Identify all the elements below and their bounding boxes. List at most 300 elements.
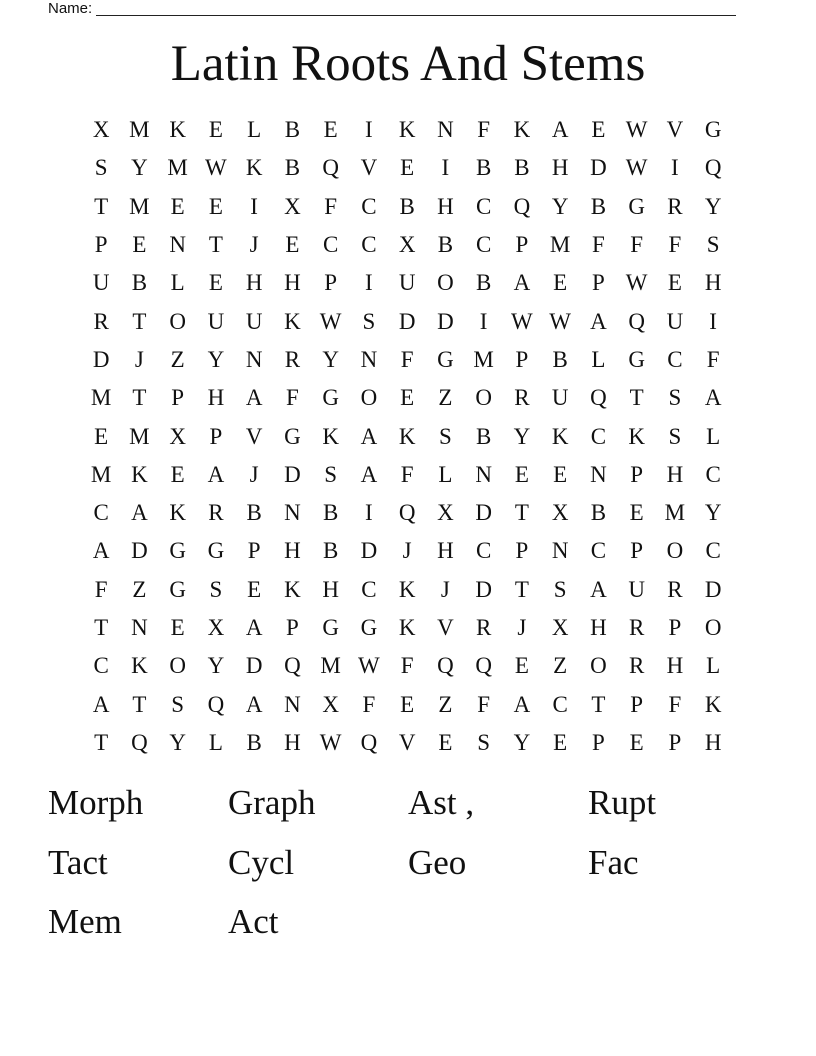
word-list-item: Rupt xyxy=(588,783,657,822)
grid-letter: D xyxy=(92,346,110,372)
grid-letter: E xyxy=(170,461,185,487)
grid-letter: B xyxy=(246,500,262,526)
grid-letter: T xyxy=(591,691,606,717)
grid-letter: X xyxy=(551,500,569,526)
grid-letter: G xyxy=(284,423,301,449)
grid-letter: N xyxy=(437,117,454,143)
grid-letter: F xyxy=(706,346,720,372)
grid-letter: I xyxy=(365,500,373,526)
grid-letter: F xyxy=(400,346,414,372)
grid-letter: M xyxy=(320,653,341,679)
grid-letter: F xyxy=(400,461,414,487)
grid-letter: E xyxy=(208,270,223,296)
word-list-item: Morph xyxy=(48,783,144,822)
grid-letter: P xyxy=(324,270,338,296)
grid-letter: M xyxy=(549,232,571,258)
grid-letter: K xyxy=(169,500,186,526)
grid-letter: W xyxy=(358,653,380,679)
grid-letter: A xyxy=(245,385,263,411)
grid-letter: T xyxy=(514,576,529,602)
grid-letter: B xyxy=(475,155,492,181)
name-field xyxy=(48,0,748,20)
grid-letter: Z xyxy=(438,385,453,411)
grid-letter: B xyxy=(284,155,301,181)
grid-letter: K xyxy=(513,117,531,143)
grid-letter: Q xyxy=(284,653,301,679)
grid-letter: B xyxy=(475,270,492,296)
grid-letter: I xyxy=(709,308,717,334)
grid-letter: L xyxy=(438,461,453,487)
grid-letter: R xyxy=(628,653,645,679)
grid-letter: Q xyxy=(360,729,378,755)
grid-letter: F xyxy=(362,691,376,717)
grid-letter: F xyxy=(285,385,299,411)
grid-letter: B xyxy=(514,155,530,181)
name-label: Name: xyxy=(48,0,93,17)
grid-letter: H xyxy=(666,653,684,679)
grid-letter: W xyxy=(625,155,648,181)
grid-letter: P xyxy=(668,729,682,755)
grid-letter: Y xyxy=(322,346,339,372)
grid-letter: K xyxy=(322,423,339,449)
grid-letter: N xyxy=(284,691,301,717)
grid-letter: G xyxy=(322,615,339,640)
grid-letter: J xyxy=(517,615,527,640)
grid-letter: J xyxy=(134,346,144,372)
grid-letter: W xyxy=(319,308,342,334)
grid-letter: P xyxy=(591,270,605,296)
grid-letter: I xyxy=(441,155,450,181)
grid-letter: A xyxy=(513,691,531,717)
grid-letter: C xyxy=(475,538,492,564)
grid-letter: R xyxy=(475,615,492,640)
grid-letter: E xyxy=(438,729,453,755)
grid-letter: Y xyxy=(207,346,225,372)
grid-letter: M xyxy=(473,346,494,372)
grid-letter: P xyxy=(515,346,529,372)
grid-letter: E xyxy=(514,461,529,487)
grid-letter: P xyxy=(515,232,529,258)
grid-letter: G xyxy=(207,538,225,564)
grid-letter: P xyxy=(171,385,185,411)
grid-letter: Q xyxy=(207,691,225,717)
grid-letter: F xyxy=(668,691,682,717)
grid-letter: Z xyxy=(132,576,147,602)
grid-letter: P xyxy=(247,538,261,564)
grid-letter: Z xyxy=(553,653,568,679)
grid-letter: L xyxy=(247,117,262,143)
grid-letter: R xyxy=(667,193,683,219)
grid-letter: I xyxy=(365,117,373,143)
grid-letter: U xyxy=(551,385,569,411)
grid-letter: X xyxy=(322,691,339,717)
grid-letter: I xyxy=(250,193,258,219)
grid-letter: G xyxy=(322,385,339,411)
grid-letter: G xyxy=(704,117,722,143)
grid-letter: K xyxy=(398,576,416,602)
grid-letter: I xyxy=(479,308,488,334)
grid-letter: I xyxy=(365,270,373,296)
grid-letter: H xyxy=(284,729,301,755)
grid-letter: W xyxy=(625,270,648,296)
grid-letter: K xyxy=(131,653,148,679)
grid-letter: H xyxy=(284,270,301,296)
grid-letter: S xyxy=(324,461,338,487)
grid-letter: U xyxy=(245,308,263,334)
grid-letter: H xyxy=(245,270,263,296)
grid-letter: O xyxy=(169,653,186,679)
word-list-item: Ast , xyxy=(408,783,475,822)
grid-letter: K xyxy=(628,423,645,449)
grid-letter: D xyxy=(475,576,492,602)
grid-letter: C xyxy=(667,346,683,372)
grid-letter: R xyxy=(284,346,301,372)
grid-letter: E xyxy=(400,385,415,411)
grid-letter: A xyxy=(92,691,110,717)
grid-letter: E xyxy=(323,117,338,143)
grid-letter: E xyxy=(553,461,568,487)
grid-letter: D xyxy=(475,500,492,526)
grid-letter: R xyxy=(514,385,530,411)
grid-letter: F xyxy=(630,232,644,258)
grid-letter: E xyxy=(400,155,415,181)
grid-letter: V xyxy=(245,423,263,449)
grid-letter: F xyxy=(591,232,605,258)
grid-letter: V xyxy=(360,155,378,181)
grid-letter: G xyxy=(437,346,454,372)
grid-letter: O xyxy=(437,270,454,296)
grid-letter: T xyxy=(514,500,529,526)
grid-letter: D xyxy=(590,155,607,181)
grid-letter: W xyxy=(319,729,342,755)
grid-letter: K xyxy=(169,117,186,143)
grid-letter: P xyxy=(630,691,644,717)
grid-letter: M xyxy=(167,155,188,181)
grid-letter: O xyxy=(475,385,492,411)
grid-letter: H xyxy=(322,576,339,602)
grid-letter: S xyxy=(668,385,682,411)
grid-letter: R xyxy=(628,615,645,640)
grid-letter: X xyxy=(551,615,569,640)
grid-letter: Z xyxy=(438,691,453,717)
grid-letter: B xyxy=(284,117,301,143)
grid-letter: N xyxy=(590,461,607,487)
grid-letter: G xyxy=(628,193,645,219)
grid-letter: N xyxy=(551,538,569,564)
grid-letter: Y xyxy=(704,500,722,526)
grid-letter: L xyxy=(706,653,721,679)
grid-letter: Q xyxy=(475,653,492,679)
grid-letter: S xyxy=(438,423,452,449)
grid-letter: H xyxy=(590,615,607,640)
grid-letter: A xyxy=(245,691,263,717)
grid-letter: C xyxy=(705,538,721,564)
grid-letter: B xyxy=(322,538,339,564)
grid-letter: P xyxy=(515,538,529,564)
grid-letter: T xyxy=(132,691,147,717)
grid-letter: S xyxy=(171,691,185,717)
grid-letter: B xyxy=(246,729,262,755)
grid-letter: P xyxy=(630,538,644,564)
grid-letter: M xyxy=(90,385,112,411)
grid-letter: Y xyxy=(513,729,531,755)
grid-letter: P xyxy=(285,615,299,640)
grid-letter: S xyxy=(94,155,108,181)
grid-letter: A xyxy=(590,308,607,334)
grid-letter: H xyxy=(704,270,722,296)
grid-letter: P xyxy=(630,461,644,487)
grid-letter: Q xyxy=(131,729,148,755)
grid-letter: B xyxy=(590,193,607,219)
grid-letter: B xyxy=(475,423,492,449)
grid-letter: S xyxy=(553,576,567,602)
grid-letter: Y xyxy=(551,193,569,219)
grid-letter: E xyxy=(208,193,223,219)
grid-letter: K xyxy=(245,155,263,181)
grid-letter: E xyxy=(94,423,109,449)
grid-letter: U xyxy=(207,308,225,334)
grid-letter: T xyxy=(132,308,147,334)
grid-letter: E xyxy=(667,270,682,296)
grid-letter: A xyxy=(704,385,722,411)
grid-letter: F xyxy=(668,232,682,258)
grid-letter: R xyxy=(93,308,109,334)
grid-letter: B xyxy=(399,193,415,219)
grid-letter: J xyxy=(249,461,259,487)
grid-letter: C xyxy=(361,232,377,258)
grid-letter: A xyxy=(360,423,378,449)
grid-letter: E xyxy=(629,729,644,755)
grid-letter: G xyxy=(360,615,378,640)
grid-letter: B xyxy=(322,500,339,526)
grid-letter: H xyxy=(207,385,225,411)
grid-letter: W xyxy=(511,308,533,334)
grid-letter: K xyxy=(398,423,416,449)
grid-letter: Y xyxy=(131,155,148,181)
word-list-item: Tact xyxy=(48,842,108,882)
grid-letter: C xyxy=(705,461,721,487)
grid-letter: B xyxy=(590,500,607,526)
grid-letter: N xyxy=(169,232,186,258)
grid-letter: H xyxy=(666,461,684,487)
grid-letter: C xyxy=(322,232,339,258)
grid-letter: O xyxy=(666,538,684,564)
grid-letter: T xyxy=(208,232,223,258)
grid-letter: F xyxy=(477,117,491,143)
grid-letter: X xyxy=(92,117,110,143)
grid-letter: D xyxy=(131,538,148,564)
grid-letter: M xyxy=(664,500,686,526)
grid-letter: E xyxy=(285,232,300,258)
grid-letter: F xyxy=(400,653,414,679)
grid-letter: T xyxy=(629,385,644,411)
word-list-item: Graph xyxy=(228,783,316,822)
grid-letter: B xyxy=(437,232,454,258)
grid-letter: U xyxy=(666,308,684,334)
grid-letter: Q xyxy=(590,385,607,411)
grid-letter: W xyxy=(549,308,571,334)
grid-letter: E xyxy=(553,270,568,296)
grid-letter: N xyxy=(245,346,263,372)
grid-letter: A xyxy=(590,576,607,602)
grid-letter: T xyxy=(132,385,147,411)
grid-letter: D xyxy=(360,538,378,564)
grid-letter: N xyxy=(131,615,148,640)
grid-letter: P xyxy=(94,232,108,258)
grid-letter: Q xyxy=(704,155,722,181)
word-list-item: Mem xyxy=(48,902,122,941)
grid-letter: M xyxy=(129,423,150,449)
grid-letter: F xyxy=(324,193,338,219)
letter-grid xyxy=(82,111,732,762)
grid-letter: U xyxy=(398,270,416,296)
grid-letter: E xyxy=(208,117,223,143)
grid-letter: O xyxy=(590,653,607,679)
grid-letter: S xyxy=(209,576,223,602)
grid-letter: H xyxy=(704,729,722,755)
grid-letter: H xyxy=(284,538,301,564)
grid-letter: L xyxy=(170,270,185,296)
grid-letter: J xyxy=(440,576,450,602)
grid-letter: J xyxy=(249,232,259,258)
grid-letter: G xyxy=(169,538,186,564)
grid-letter: E xyxy=(170,193,185,219)
grid-letter: W xyxy=(625,117,648,143)
grid-letter: T xyxy=(94,729,109,755)
grid-letter: D xyxy=(284,461,301,487)
grid-letter: C xyxy=(93,500,109,526)
word-list-item: Cycl xyxy=(228,842,295,882)
grid-letter: L xyxy=(591,346,606,372)
grid-letter: E xyxy=(400,691,415,717)
word-list-item: Act xyxy=(228,902,279,941)
grid-letter: X xyxy=(169,423,186,449)
grid-letter: R xyxy=(208,500,224,526)
grid-letter: M xyxy=(129,193,150,219)
grid-letter: R xyxy=(667,576,683,602)
grid-letter: S xyxy=(477,729,491,755)
grid-letter: S xyxy=(362,308,376,334)
grid-letter: V xyxy=(666,117,684,143)
grid-letter: K xyxy=(284,308,301,334)
grid-letter: X xyxy=(207,615,225,640)
grid-letter: A xyxy=(207,461,225,487)
grid-letter: E xyxy=(170,615,185,640)
grid-letter: I xyxy=(671,155,679,181)
grid-letter: U xyxy=(628,576,645,602)
grid-letter: T xyxy=(94,193,109,219)
grid-letter: V xyxy=(437,615,454,640)
grid-letter: K xyxy=(398,117,416,143)
grid-letter: X xyxy=(284,193,301,219)
grid-letter: G xyxy=(169,576,186,602)
grid-letter: Q xyxy=(513,193,531,219)
grid-letter: G xyxy=(628,346,645,372)
grid-letter: F xyxy=(477,691,491,717)
grid-letter: N xyxy=(360,346,378,372)
grid-letter: A xyxy=(92,538,110,564)
grid-letter: C xyxy=(361,193,377,219)
grid-letter: Y xyxy=(513,423,531,449)
grid-letter: C xyxy=(93,653,109,679)
grid-letter: P xyxy=(591,729,605,755)
grid-letter: H xyxy=(551,155,569,181)
grid-letter: E xyxy=(591,117,606,143)
grid-letter: H xyxy=(437,193,454,219)
grid-letter: Y xyxy=(704,193,722,219)
word-list xyxy=(48,775,768,954)
grid-letter: P xyxy=(668,615,682,640)
grid-letter: K xyxy=(551,423,569,449)
grid-letter: E xyxy=(514,653,529,679)
grid-letter: V xyxy=(398,729,416,755)
grid-letter: A xyxy=(551,117,569,143)
grid-letter: W xyxy=(205,155,227,181)
grid-letter: O xyxy=(360,385,378,411)
grid-letter: S xyxy=(668,423,682,449)
grid-letter: A xyxy=(245,615,263,640)
grid-letter: E xyxy=(132,232,147,258)
grid-letter: O xyxy=(169,308,186,334)
grid-letter: X xyxy=(437,500,454,526)
grid-letter: S xyxy=(706,232,720,258)
grid-letter: C xyxy=(475,232,492,258)
grid-letter: A xyxy=(513,270,531,296)
grid-letter: D xyxy=(245,653,263,679)
grid-letter: O xyxy=(704,615,722,640)
grid-letter: P xyxy=(209,423,223,449)
word-list-item: Fac xyxy=(588,842,639,882)
grid-letter: K xyxy=(704,691,722,717)
grid-letter: Y xyxy=(169,729,186,755)
grid-letter: A xyxy=(360,461,378,487)
grid-letter: L xyxy=(706,423,721,449)
grid-letter: Z xyxy=(170,346,185,372)
grid-letter: C xyxy=(361,576,377,602)
page-title: Latin Roots And Stems xyxy=(170,36,646,92)
grid-letter: M xyxy=(129,117,150,143)
grid-letter: X xyxy=(398,232,416,258)
grid-letter: U xyxy=(92,270,110,296)
grid-letter: D xyxy=(437,308,454,334)
grid-letter: C xyxy=(590,423,607,449)
grid-letter: B xyxy=(552,346,568,372)
grid-letter: C xyxy=(590,538,607,564)
grid-letter: E xyxy=(553,729,568,755)
grid-letter: Y xyxy=(207,653,225,679)
grid-letter: N xyxy=(284,500,301,526)
grid-letter: B xyxy=(131,270,148,296)
grid-letter: H xyxy=(437,538,454,564)
grid-letter: C xyxy=(552,691,568,717)
grid-letter: Q xyxy=(398,500,416,526)
grid-letter: C xyxy=(475,193,492,219)
grid-letter: N xyxy=(475,461,492,487)
grid-letter: E xyxy=(629,500,644,526)
grid-letter: D xyxy=(398,308,416,334)
grid-letter: K xyxy=(284,576,301,602)
grid-letter: K xyxy=(398,615,416,640)
grid-letter: E xyxy=(247,576,262,602)
grid-letter: A xyxy=(131,500,148,526)
grid-letter: D xyxy=(704,576,722,602)
grid-letter: J xyxy=(402,538,412,564)
word-list-item: Geo xyxy=(408,842,467,882)
grid-letter: F xyxy=(94,576,108,602)
grid-letter: Q xyxy=(437,653,454,679)
name-underline xyxy=(96,0,736,16)
grid-letter: K xyxy=(131,461,148,487)
